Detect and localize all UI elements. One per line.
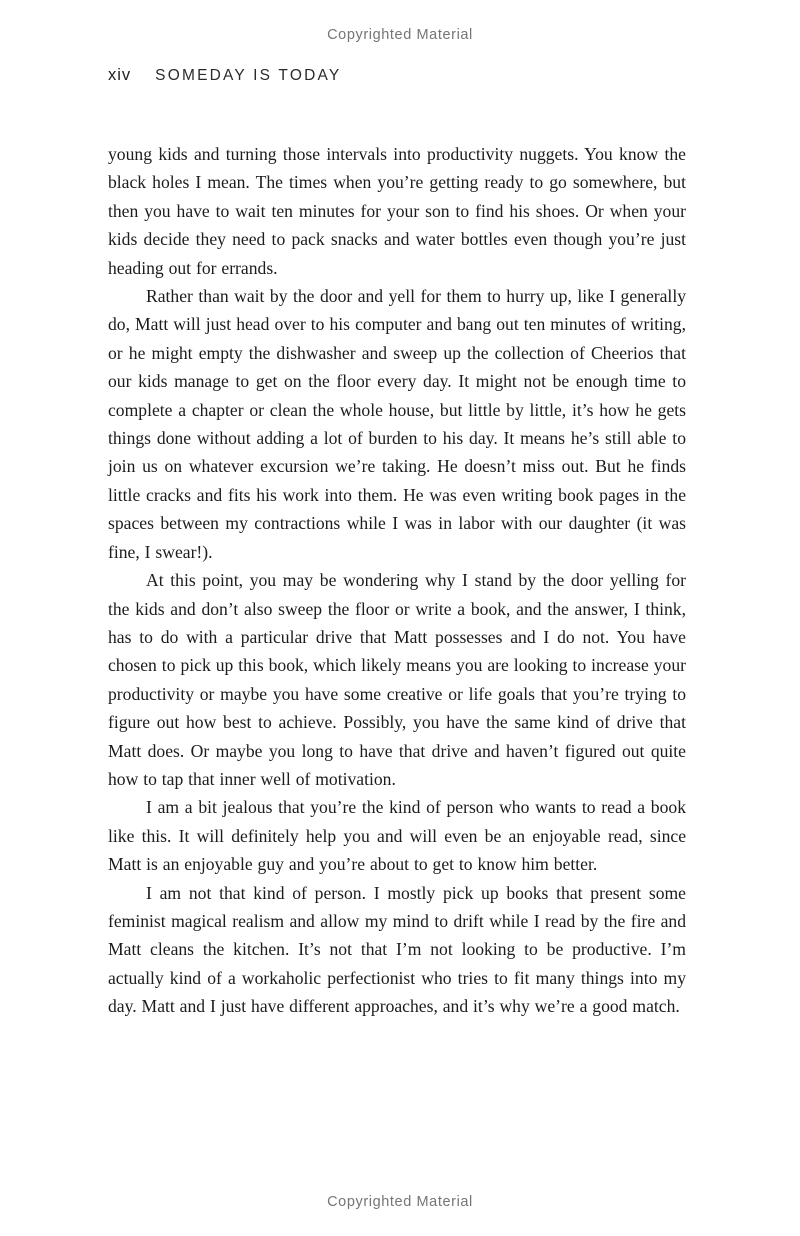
copyright-notice-bottom: Copyrighted Material	[327, 1194, 473, 1210]
paragraph: At this point, you may be wondering why I stand by the door yelling for the kids and don’t also sweep the floor or write a book, and the answer, I think, has to do with a particular drive that Matt possesses and I do not. You have chosen to pick up this book, which likely means you are looking to increase your productivity or maybe you have some creative or life goals that you’re trying to figure out how best to achieve. Possibly, you have the same kind of drive that Matt does. Or maybe you long to have that drive and haven’t figured out quite how to tap that inner well of motivation.	[108, 570, 686, 789]
paragraph: young kids and turning those intervals into productivity nuggets. You know the black holes I mean. The times when you’re getting ready to go somewhere, but then you have to wait ten minutes for your son to find his shoes. Or when your kids decide they need to pack snacks and water bottles even though you’re just heading out for errands.	[108, 144, 686, 278]
page-number: xiv	[108, 66, 132, 84]
paragraph: I am a bit jealous that you’re the kind of person who wants to read a book like this. It will definitely help you and will even be an enjoyable read, since Matt is an enjoyable guy and you’re about to get to know him better.	[108, 797, 686, 875]
body-text	[108, 140, 686, 1021]
copyright-notice-top: Copyrighted Material	[327, 27, 473, 43]
paragraph: Rather than wait by the door and yell for them to hurry up, like I generally do, Matt will just head over to his computer and bang out ten minutes of writing, or he might empty the dishwasher and sweep up the collection of Cheerios that our kids manage to get on the floor every day. It might not be enough time to complete a chapter or clean the whole house, but little by little, it’s how he gets things done without adding a lot of burden to his day. It means he’s still able to join us on whatever excursion we’re taking. He doesn’t miss out. But he finds little cracks and fits his work into them. He was even writing book pages in the spaces between my contractions while I was in labor with our daughter (it was fine, I swear!).	[108, 286, 686, 562]
paragraph: I am not that kind of person. I mostly pick up books that present some feminist magical realism and allow my mind to drift while I read by the fire and Matt cleans the kitchen. It’s not that I’m not looking to be productive. I’m actually kind of a workaholic perfectionist who tries to fit many things into my day. Matt and I just have different approaches, and it’s why we’re a good match.	[108, 882, 686, 1017]
book-title: SOMEDAY IS TODAY	[155, 67, 342, 84]
page-header	[108, 66, 690, 85]
